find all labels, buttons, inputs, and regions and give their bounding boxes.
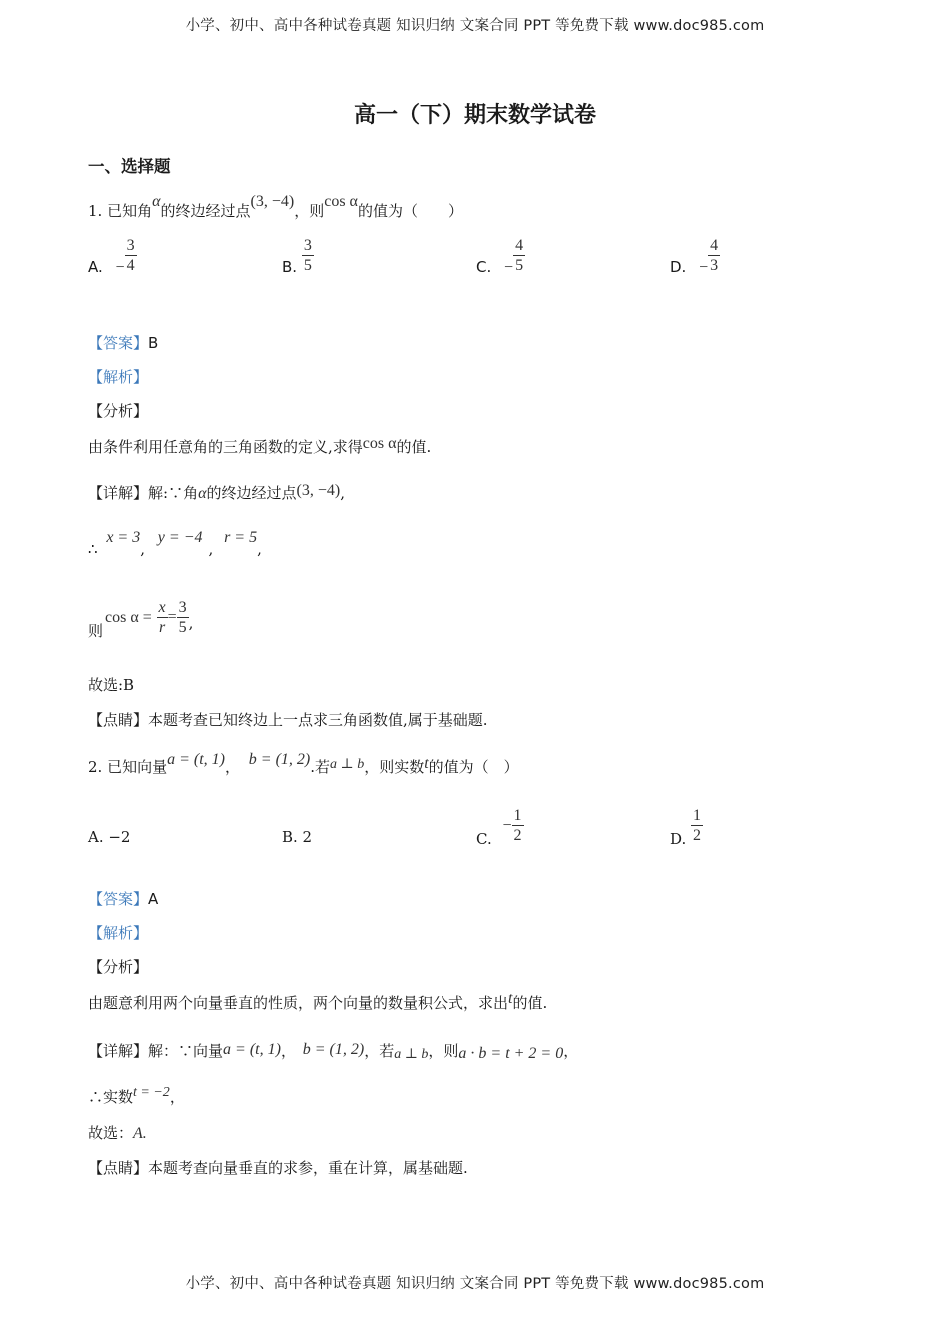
- q1-dianjing: 【点睛】本题考查已知终边上一点求三角函数值,属于基础题.: [88, 711, 488, 729]
- q2-option-a[interactable]: A. −2: [88, 828, 131, 846]
- q1-option-d-fraction: $\frac{4}{3}$: [710, 237, 719, 274]
- q2-fenxi-text: 由题意利用两个向量垂直的性质，两个向量的数量积公式，求出t的值.: [88, 990, 548, 1012]
- q1-tail: 的值为（ ）: [357, 202, 463, 220]
- q1-option-a-fraction: $\frac{3}{4}$: [126, 237, 135, 274]
- q1-mid: 的终边经过点: [160, 202, 251, 220]
- page-title: 高一（下）期末数学试卷: [353, 102, 596, 128]
- q1-fraction-3-5: $\frac{3}{5}$: [178, 599, 187, 636]
- q1-detail: 【详解】解:∵角α的终边经过点(3, −4),: [88, 482, 345, 502]
- q2-fenxi-label: 【分析】: [88, 958, 149, 976]
- q2-option-c[interactable]: C. − $\frac{1}{2}$: [476, 807, 522, 848]
- q1-alpha: α: [152, 193, 161, 210]
- q2-option-d[interactable]: D. $\frac{1}{2}$: [670, 807, 702, 848]
- q2-dianjing: 【点睛】本题考查向量垂直的求参，重在计算，属基础题.: [88, 1159, 468, 1177]
- q1-fenxi-label: 【分析】: [88, 402, 149, 420]
- q1-prefix: 1. 已知角: [88, 202, 153, 220]
- q1-analysis-label: 【解析】: [88, 368, 149, 386]
- q1-guxuan: 故选:B: [88, 676, 135, 694]
- page-footer: 小学、初中、高中各种试卷真题 知识归纳 文案合同 PPT 等免费下载 www.doc985.com: [185, 1276, 765, 1292]
- q2-option-c-fraction: $\frac{1}{2}$: [513, 807, 522, 844]
- page-header: 小学、初中、高中各种试卷真题 知识归纳 文案合同 PPT 等免费下载 www.doc985.com: [185, 18, 765, 34]
- q1-answer: 【答案】B: [88, 334, 159, 352]
- q2-answer: 【答案】A: [88, 890, 159, 908]
- question-1: [88, 193, 463, 221]
- q1-option-a[interactable]: A. − $\frac{3}{4}$: [88, 237, 135, 276]
- question-2: 2. 已知向量a = (t, 1)， b = (1, 2).若a ⊥ b，则实数t的值为（ ）: [88, 751, 519, 776]
- q1-cos: cos α: [324, 193, 358, 210]
- q1-fenxi-text: 由条件利用任意角的三角函数的定义,求得cos α的值.: [88, 435, 432, 456]
- q1-cos-formula: 则cos α = $\frac{x}{r}$ = $\frac{3}{5}$ ,: [88, 599, 194, 640]
- q1-option-b[interactable]: B. $\frac{3}{5}$: [282, 237, 312, 276]
- section-heading: 一、选择题: [88, 157, 171, 176]
- q1-fraction-x-r: $\frac{x}{r}$: [158, 599, 166, 636]
- q1-option-c[interactable]: C. − $\frac{4}{5}$: [476, 237, 524, 276]
- q1-then: ，则: [294, 202, 325, 220]
- q2-analysis-label: 【解析】: [88, 924, 149, 942]
- q1-option-c-fraction: $\frac{4}{5}$: [515, 237, 524, 274]
- q1-option-b-fraction: $\frac{3}{5}$: [303, 237, 312, 274]
- q2-option-b[interactable]: B. 2: [282, 828, 313, 846]
- q1-detail-values: ∴ x = 3, y = −4, r = 5,: [88, 529, 262, 558]
- q1-option-d[interactable]: D. − $\frac{4}{3}$: [670, 237, 719, 276]
- q2-detail: 【详解】解：∵向量a = (t, 1)， b = (1, 2)，若a ⊥ b，则a · b = t + 2 = 0，: [88, 1041, 579, 1062]
- q2-option-d-fraction: $\frac{1}{2}$: [693, 807, 702, 844]
- q2-shishu: ∴实数t = −2，: [88, 1085, 185, 1106]
- q1-point: (3, −4): [250, 193, 295, 210]
- q2-guxuan: 故选：A.: [88, 1124, 147, 1142]
